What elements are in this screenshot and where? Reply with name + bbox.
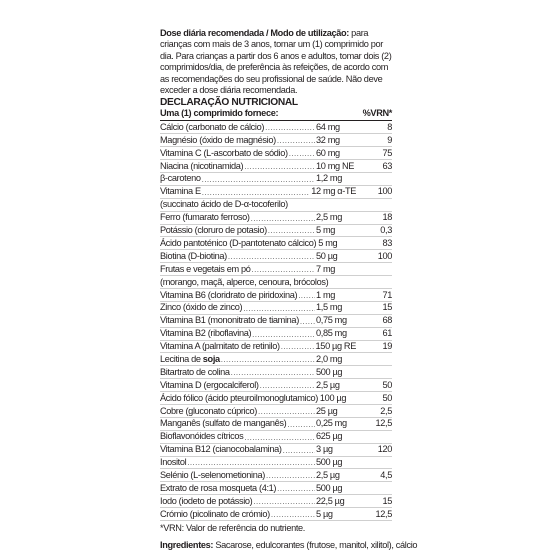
table-header (160, 108, 392, 121)
nutrient-vrn: 63 (382, 160, 392, 171)
leader-dots (289, 149, 315, 159)
table-row (160, 495, 392, 508)
ingredients-text: Sacarose, edulcorantes (frutose, manitol, xilitol), cálcio (213, 540, 418, 551)
table-row (160, 289, 392, 302)
nutrient-amount: 0,75 mg (316, 315, 347, 326)
nutrient-amount: 32 mg (316, 134, 340, 145)
leader-dots (268, 226, 315, 236)
ingredients-line (160, 540, 418, 551)
nutrient-vrn: 15 (382, 302, 392, 313)
nutrition-label (160, 28, 418, 552)
table-row (160, 186, 392, 199)
table-row (160, 457, 392, 470)
leader-dots (202, 188, 311, 198)
nutrient-table (160, 121, 392, 521)
nutrient-name: Magnésio (óxido de magnésio) (160, 134, 276, 145)
table-row (160, 482, 392, 495)
dosage-heading: Dose diária recomendada / Modo de utilização: (160, 28, 349, 38)
nutrient-vrn: 12,5 (375, 508, 392, 519)
nutrient-amount: 500 µg (316, 482, 343, 493)
nutrient-name: (morango, maçã, alperce, cenoura, brócolos) (160, 276, 329, 287)
table-row (160, 237, 392, 250)
nutrient-vrn: 15 (382, 495, 392, 506)
table-row (160, 341, 392, 354)
leader-dots (228, 252, 315, 262)
nutrient-name: Iodo (iodeto de potássio) (160, 495, 253, 506)
nutrient-name: Inositol (160, 457, 187, 468)
nutrient-amount: 2,5 mg (316, 212, 342, 223)
nutrient-vrn: 50 (382, 392, 392, 403)
table-row (160, 134, 392, 147)
leader-dots (252, 330, 315, 340)
nutrient-amount: 22,5 µg (316, 495, 345, 506)
leader-dots (271, 510, 315, 520)
serving-header: Uma (1) comprimido fornece: (160, 108, 279, 119)
nutrient-name: Ácido fólico (ácido pteuroilmonoglutamico) (160, 392, 318, 403)
leader-dots (266, 471, 315, 481)
dosage-text: para crianças com mais de 3 anos, tomar um (1) comprimido por dia. Para crianças a partir dos 6 anos e adultos, tomar dois (2) comprimidos/dia, de preferência às refeições, de acordo com as recomendações do seu profissional de saúde. Não deve exceder a dose diária recomendada. (160, 28, 392, 96)
nutrient-name: Zinco (óxido de zinco) (160, 302, 243, 313)
leader-dots (231, 368, 315, 378)
table-row (160, 173, 392, 186)
nutrient-name: Ferro (fumarato ferroso) (160, 212, 250, 223)
nutrient-name: Biotina (D-biotina) (160, 250, 227, 261)
nutrient-vrn: 100 (377, 250, 392, 261)
nutrient-amount: 1,5 mg (316, 302, 342, 313)
nutrient-name: Ácido pantoténico (D-pantotenato cálcico) (160, 237, 317, 248)
nutrient-name: β-caroteno (160, 173, 201, 184)
nutrient-name: Vitamina D (ergocalciferol) (160, 379, 259, 390)
nutrient-name: Manganês (sulfato de manganês) (160, 418, 287, 429)
nutrient-vrn: 18 (382, 212, 392, 223)
nutrient-name: Vitamina E (160, 186, 201, 197)
leader-dots (221, 355, 315, 365)
ingredients-heading: Ingredientes: (160, 540, 214, 551)
nutrient-amount: 2,0 mg (316, 353, 342, 364)
nutrient-amount: 150 µg RE (315, 341, 356, 352)
table-row (160, 147, 392, 160)
leader-dots (277, 136, 315, 146)
table-row (160, 469, 392, 482)
nutrient-vrn: 8 (387, 121, 392, 132)
table-row (160, 199, 392, 212)
nutrient-vrn: 71 (382, 289, 392, 300)
leader-dots (300, 317, 315, 327)
leader-dots (298, 291, 315, 301)
leader-dots (281, 342, 315, 352)
nutrient-vrn: 50 (382, 379, 392, 390)
nutrient-name: Lecitina de soja (160, 353, 220, 364)
nutrient-vrn: 61 (382, 328, 392, 339)
leader-dots (253, 497, 315, 507)
table-row (160, 276, 392, 289)
nutrient-vrn: 19 (382, 341, 392, 352)
table-row (160, 160, 392, 173)
nutrient-name: Bitartrato de colina (160, 366, 230, 377)
table-row (160, 418, 392, 431)
nutrient-vrn: 2,5 (380, 405, 392, 416)
nutrient-name: Cálcio (carbonato de cálcio) (160, 121, 265, 132)
nutrient-name: Selénio (L-selenometionina) (160, 469, 265, 480)
nutrient-amount: 1 mg (316, 289, 336, 300)
table-row (160, 366, 392, 379)
vrn-header: %VRN* (362, 108, 392, 119)
leader-dots (252, 265, 315, 275)
nutrient-name: Vitamina C (L-ascorbato de sódio) (160, 147, 288, 158)
nutrient-amount: 25 µg (316, 405, 338, 416)
nutrient-amount: 5 mg (318, 237, 338, 248)
leader-dots (283, 446, 315, 456)
dosage-paragraph (160, 28, 392, 96)
nutrient-amount: 500 µg (316, 366, 343, 377)
nutrient-amount: 2,5 µg (316, 379, 340, 390)
table-row (160, 225, 392, 238)
leader-dots (202, 175, 315, 185)
table-row (160, 250, 392, 263)
leader-dots (260, 381, 315, 391)
nutrient-vrn: 4,5 (380, 469, 392, 480)
nutrient-amount: 64 mg (316, 121, 340, 132)
nutrient-amount: 2,5 µg (316, 469, 340, 480)
nutrient-vrn: 120 (377, 444, 392, 455)
table-row (160, 212, 392, 225)
table-row (160, 263, 392, 276)
nutrient-name: Potássio (cloruro de potasio) (160, 225, 267, 236)
nutrient-amount: 5 µg (316, 508, 333, 519)
nutrient-name: (succinato ácido de D-α-tocoferilo) (160, 199, 288, 210)
nutrient-amount: 1,2 mg (316, 173, 342, 184)
nutrient-amount: 10 mg NE (316, 160, 355, 171)
leader-dots (244, 433, 315, 443)
nutrient-vrn: 0,3 (380, 225, 392, 236)
nutrient-name: Niacina (nicotinamida) (160, 160, 244, 171)
nutrient-name: Vitamina B1 (mononitrato de tiamina) (160, 315, 299, 326)
nutrient-amount: 625 µg (316, 431, 343, 442)
nutrient-vrn: 75 (382, 147, 392, 158)
nutrient-amount: 0,85 mg (316, 328, 347, 339)
nutrient-amount: 3 µg (316, 444, 333, 455)
nutrient-amount: 50 µg (316, 250, 338, 261)
nutrient-name: Cobre (gluconato cúprico) (160, 405, 257, 416)
table-row (160, 379, 392, 392)
leader-dots (265, 123, 315, 133)
nutrient-amount: 100 µg (319, 392, 347, 403)
table-row (160, 302, 392, 315)
nutrient-amount: 7 mg (316, 263, 336, 274)
leader-dots (258, 407, 315, 417)
table-row (160, 121, 392, 134)
nutrient-amount: 12 mg α-TE (311, 186, 356, 197)
leader-dots (244, 162, 315, 172)
table-row (160, 405, 392, 418)
table-row (160, 444, 392, 457)
table-row (160, 392, 392, 405)
nutrient-amount: 60 mg (316, 147, 340, 158)
nutrition-declaration-title: DECLARAÇÃO NUTRICIONAL (160, 97, 298, 109)
nutrient-name: Vitamina B2 (riboflavina) (160, 328, 252, 339)
nutrient-name: Crómio (picolinato de crómio) (160, 508, 270, 519)
nutrient-amount: 0,25 mg (316, 418, 347, 429)
nutrient-name: Frutas e vegetais em pó (160, 263, 251, 274)
leader-dots (251, 214, 315, 224)
nutrient-name: Vitamina A (palmitato de retinilo) (160, 341, 280, 352)
leader-dots (243, 304, 315, 314)
nutrient-amount: 500 µg (316, 457, 343, 468)
table-row (160, 315, 392, 328)
nutrient-amount: 5 mg (316, 225, 336, 236)
table-row (160, 431, 392, 444)
nutrient-vrn: 83 (382, 237, 392, 248)
leader-dots (287, 420, 315, 430)
nutrient-vrn: 12,5 (375, 418, 392, 429)
nutrient-vrn: 100 (377, 186, 392, 197)
nutrient-name: Vitamina B12 (cianocobalamina) (160, 444, 282, 455)
leader-dots (187, 458, 315, 468)
nutrient-vrn: 9 (387, 134, 392, 145)
nutrient-name: Bioflavonóides cítricos (160, 431, 244, 442)
table-row (160, 508, 392, 521)
vrn-footnote: *VRN: Valor de referência do nutriente. (160, 523, 306, 534)
table-row (160, 328, 392, 341)
nutrient-vrn: 68 (382, 315, 392, 326)
nutrient-name: Extrato de rosa mosqueta (4:1) (160, 482, 277, 493)
table-row (160, 353, 392, 366)
nutrient-name: Vitamina B6 (cloridrato de piridoxina) (160, 289, 298, 300)
leader-dots (277, 484, 315, 494)
